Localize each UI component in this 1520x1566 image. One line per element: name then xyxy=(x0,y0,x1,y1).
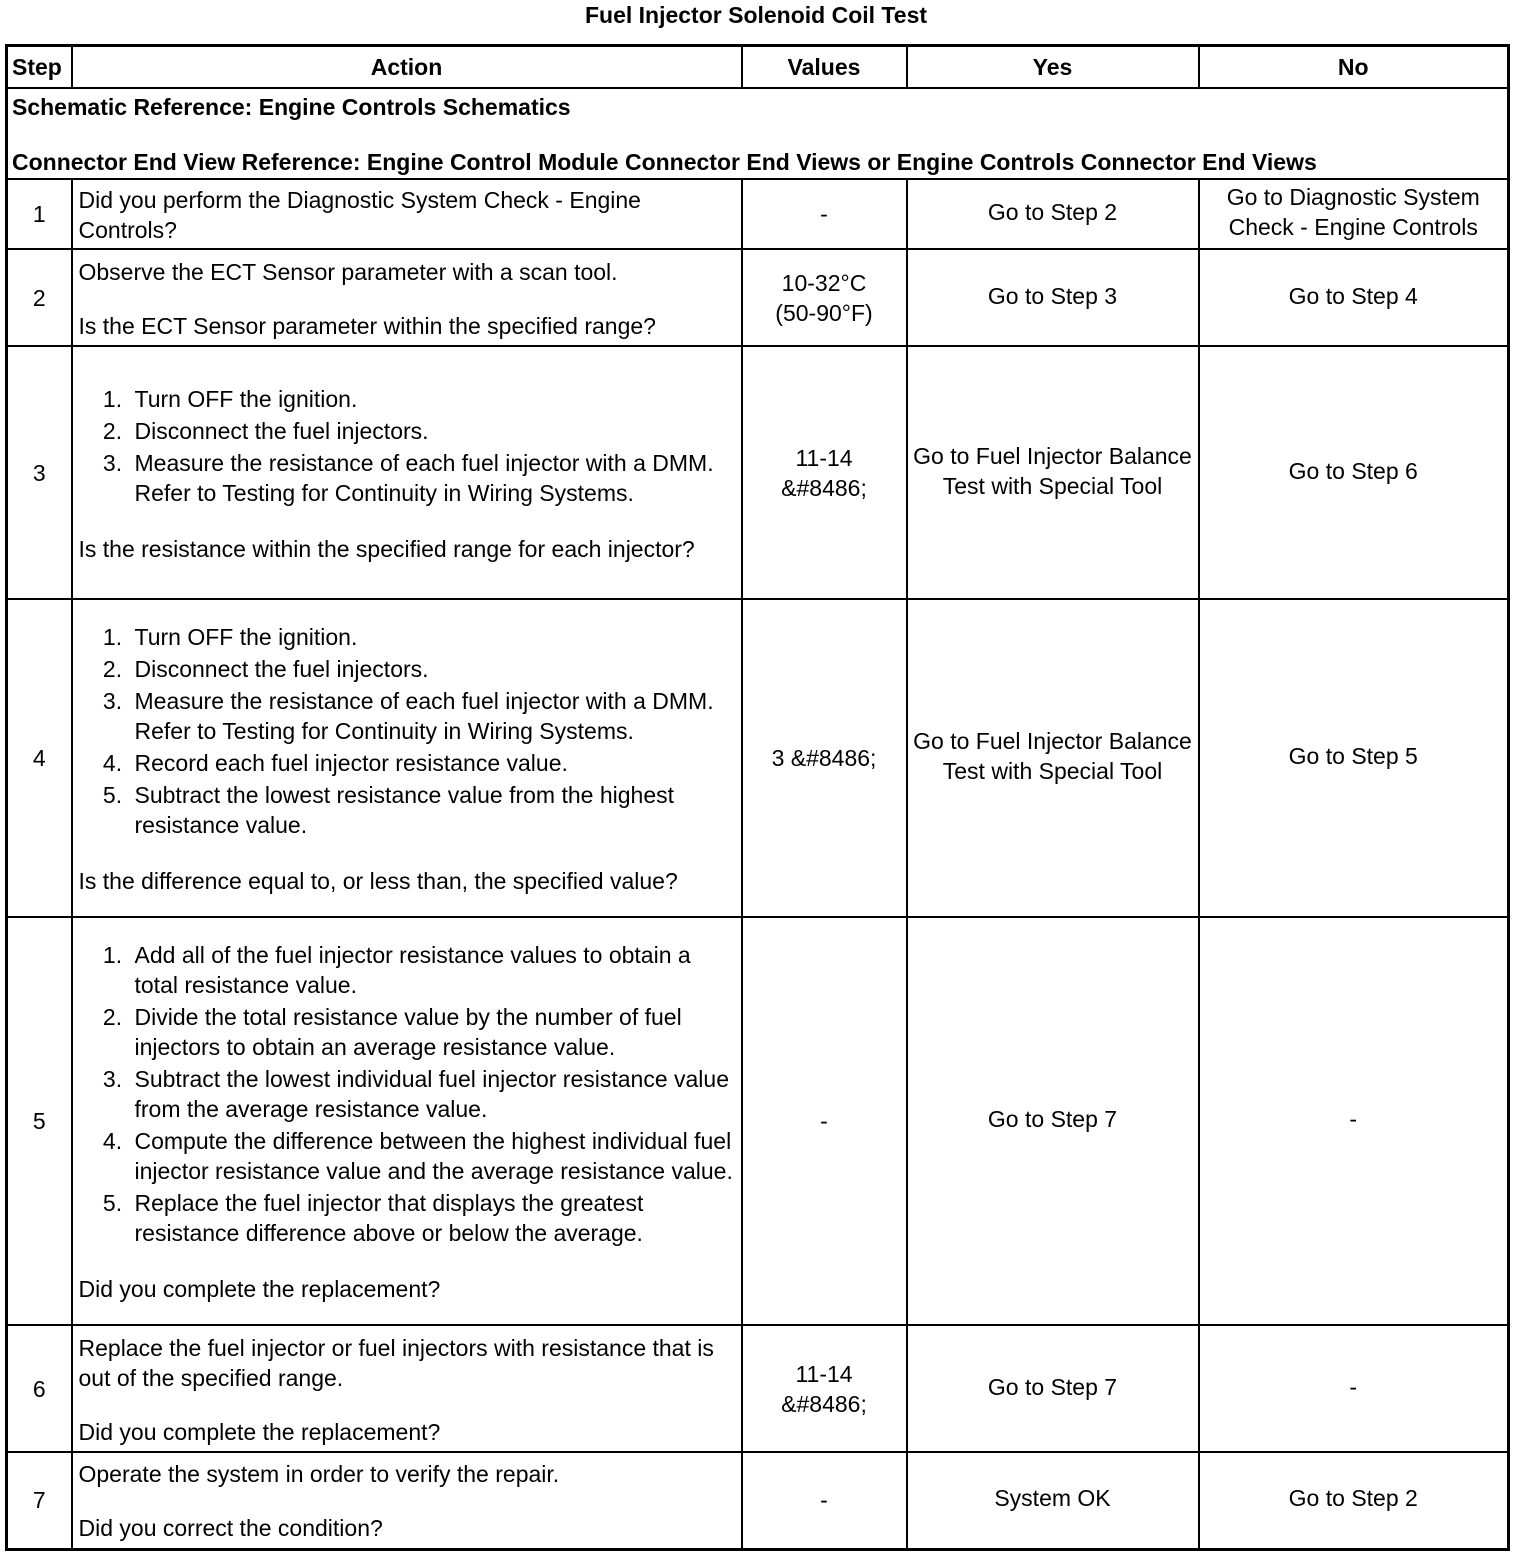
yes-cell: Go to Fuel Injector Balance Test with Special Tool xyxy=(907,346,1199,599)
action-cell xyxy=(72,249,742,346)
action-text: Replace the fuel injector or fuel injectors with resistance that is out of the specified range. xyxy=(78,1334,714,1391)
action-step-item: 1. Turn OFF the ignition. xyxy=(129,384,735,414)
action-question: Did you correct the condition? xyxy=(78,1515,383,1542)
action-step-item: 3. Subtract the lowest individual fuel injector resistance value from the average resistance value. xyxy=(129,1064,735,1124)
header-no: No xyxy=(1199,46,1509,89)
values-cell: 10-32°C (50-90°F) xyxy=(742,249,907,346)
no-cell: Go to Step 2 xyxy=(1199,1452,1509,1549)
action-text: Observe the ECT Sensor parameter with a scan tool. xyxy=(78,258,618,285)
table-row xyxy=(7,1325,1509,1452)
values-cell: 11-14 &#8486; xyxy=(742,1325,907,1452)
values-cell: - xyxy=(742,179,907,249)
table-row xyxy=(7,1452,1509,1549)
step-number: 7 xyxy=(7,1452,72,1549)
spacer xyxy=(79,287,735,311)
schematic-reference: Schematic Reference: Engine Controls Schematics xyxy=(12,94,571,120)
action-text: Operate the system in order to verify the repair. xyxy=(78,1461,560,1488)
step-number: 6 xyxy=(7,1325,72,1452)
action-cell xyxy=(72,1325,742,1452)
table-row xyxy=(7,599,1509,917)
action-question: Is the ECT Sensor parameter within the specified range? xyxy=(78,312,656,339)
action-cell xyxy=(72,599,742,917)
action-steps-list xyxy=(79,622,735,840)
values-cell: 3 &#8486; xyxy=(742,599,907,917)
values-cell: - xyxy=(742,917,907,1325)
header-yes: Yes xyxy=(907,46,1199,89)
step-number: 2 xyxy=(7,249,72,346)
action-cell xyxy=(72,1452,742,1549)
values-cell: - xyxy=(742,1452,907,1549)
no-cell: Go to Step 5 xyxy=(1199,599,1509,917)
header-row xyxy=(7,46,1509,89)
action-step-item: 1. Turn OFF the ignition. xyxy=(129,622,735,652)
no-cell: Go to Step 6 xyxy=(1199,346,1509,599)
reference-row xyxy=(7,88,1509,179)
action-step-item: 3. Measure the resistance of each fuel injector with a DMM. Refer to Testing for Continuity in Wiring Systems. xyxy=(129,448,735,508)
yes-cell: Go to Fuel Injector Balance Test with Special Tool xyxy=(907,599,1199,917)
spacer xyxy=(79,510,735,534)
spacer xyxy=(79,842,735,866)
values-cell: 11-14 &#8486; xyxy=(742,346,907,599)
spacer xyxy=(79,1250,735,1274)
action-steps-list xyxy=(79,940,735,1248)
connector-reference: Connector End View Reference: Engine Control Module Connector End Views or Engine Controls Connector End Views xyxy=(12,149,1317,175)
yes-cell: Go to Step 3 xyxy=(907,249,1199,346)
action-cell xyxy=(72,917,742,1325)
action-steps-list xyxy=(79,384,735,508)
no-cell: Go to Diagnostic System Check - Engine Controls xyxy=(1199,179,1509,249)
table-row xyxy=(7,179,1509,249)
diagnostic-table xyxy=(5,44,1510,1551)
action-cell xyxy=(72,179,742,249)
table-row xyxy=(7,346,1509,599)
action-question: Did you complete the replacement? xyxy=(78,1418,441,1445)
reference-cell xyxy=(7,88,1509,179)
yes-cell: Go to Step 7 xyxy=(907,1325,1199,1452)
step-number: 3 xyxy=(7,346,72,599)
yes-cell: System OK xyxy=(907,1452,1199,1549)
action-step-item: 4. Compute the difference between the highest individual fuel injector resistance value and the average resistance value. xyxy=(129,1126,735,1186)
action-step-item: 4. Record each fuel injector resistance value. xyxy=(129,748,735,778)
no-cell: - xyxy=(1199,1325,1509,1452)
action-step-item: 5. Replace the fuel injector that displays the greatest resistance difference above or below the average. xyxy=(129,1188,735,1248)
table-row xyxy=(7,917,1509,1325)
action-question: Is the resistance within the specified range for each injector? xyxy=(78,535,695,562)
step-number: 1 xyxy=(7,179,72,249)
action-question: Did you complete the replacement? xyxy=(78,1276,441,1302)
document-title: Fuel Injector Solenoid Coil Test xyxy=(584,2,928,28)
spacer xyxy=(79,1489,735,1513)
action-step-item: 1. Add all of the fuel injector resistance values to obtain a total resistance value. xyxy=(129,940,735,1000)
no-cell: Go to Step 4 xyxy=(1199,249,1509,346)
yes-cell: Go to Step 7 xyxy=(907,917,1199,1325)
action-text: Did you perform the Diagnostic System Check - Engine Controls? xyxy=(78,187,641,243)
action-step-item: 2. Divide the total resistance value by the number of fuel injectors to obtain an average resistance value. xyxy=(129,1002,735,1062)
step-number: 5 xyxy=(7,917,72,1325)
action-question: Is the difference equal to, or less than, the specified value? xyxy=(78,868,678,894)
action-step-item: 5. Subtract the lowest resistance value from the highest resistance value. xyxy=(129,780,735,840)
yes-cell: Go to Step 2 xyxy=(907,179,1199,249)
no-cell: - xyxy=(1199,917,1509,1325)
spacer xyxy=(79,1393,735,1417)
header-action: Action xyxy=(72,46,742,89)
table-row xyxy=(7,249,1509,346)
step-number: 4 xyxy=(7,599,72,917)
action-step-item: 2. Disconnect the fuel injectors. xyxy=(129,416,735,446)
action-step-item: 3. Measure the resistance of each fuel injector with a DMM. Refer to Testing for Continuity in Wiring Systems. xyxy=(129,686,735,746)
action-cell xyxy=(72,346,742,599)
header-values: Values xyxy=(742,46,907,89)
action-step-item: 2. Disconnect the fuel injectors. xyxy=(129,654,735,684)
header-step: Step xyxy=(7,46,72,89)
